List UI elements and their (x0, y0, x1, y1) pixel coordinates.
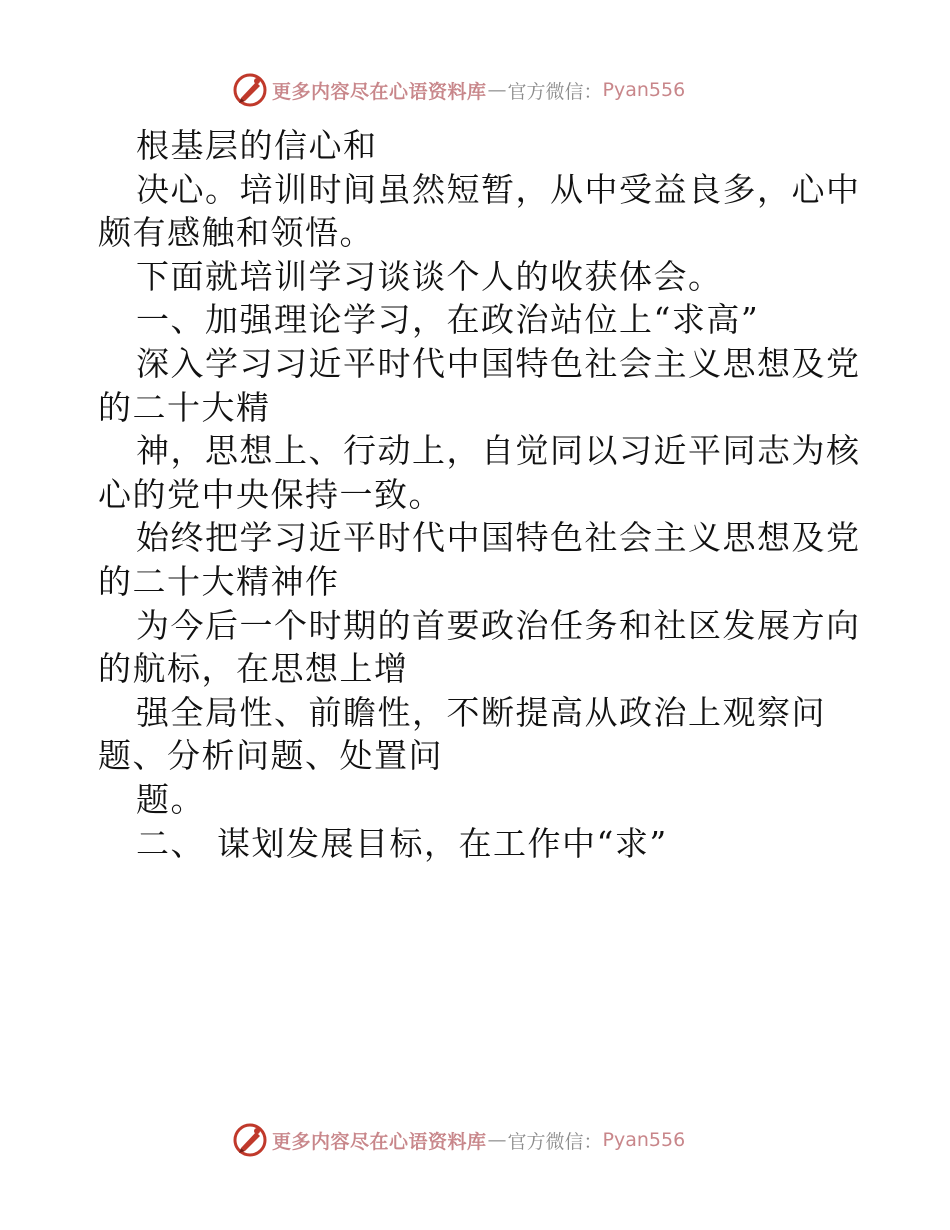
watermark-label: 官方微信： (507, 80, 603, 103)
text-line: 根基层的信心和 (136, 126, 378, 165)
pen-logo-icon (232, 72, 268, 108)
text-line: 题。 (136, 779, 205, 819)
header-watermark (232, 70, 685, 110)
text-line: 决心。培训时间虽然短暂，从中受益良多，心中 (136, 169, 861, 209)
watermark-wechat-id: Pyan556 (602, 1129, 686, 1151)
watermark-text: 更多内容尽在心语资料库 (272, 1130, 487, 1153)
text-line: 题、分析问题、处置问 (98, 736, 443, 776)
text-line: 深入学习习近平时代中国特色社会主义思想及党 (136, 343, 861, 383)
text-line: 的二十大精神作 (98, 561, 340, 601)
text-line: 颇有感触和领悟。 (98, 213, 374, 253)
text-line: 二、 谋划发展目标，在工作中“求” (136, 823, 668, 863)
watermark-text: 更多内容尽在心语资料库 (272, 80, 487, 103)
text-line: 心的党中央保持一致。 (98, 474, 443, 514)
watermark-dash: — (487, 1129, 507, 1151)
document-body (98, 124, 861, 865)
text-line: 始终把学习近平时代中国特色社会主义思想及党 (136, 518, 861, 558)
text-line: 下面就培训学习谈谈个人的收获体会。 (136, 256, 723, 296)
watermark-label: 官方微信： (507, 1130, 603, 1153)
text-line: 的航标，在思想上增 (98, 649, 409, 689)
watermark-dash: — (487, 79, 507, 101)
footer-watermark (232, 1120, 685, 1160)
text-line: 强全局性、前瞻性，不断提高从政治上观察问 (136, 692, 826, 732)
text-line: 神，思想上、行动上，自觉同以习近平同志为核 (136, 431, 861, 471)
pen-logo-icon (232, 1122, 268, 1158)
text-line: 一、加强理论学习，在政治站位上“求高” (136, 300, 760, 340)
text-line: 为今后一个时期的首要政治任务和社区发展方向 (136, 605, 861, 645)
watermark-wechat-id: Pyan556 (602, 79, 686, 101)
text-line: 的二十大精 (98, 387, 271, 427)
